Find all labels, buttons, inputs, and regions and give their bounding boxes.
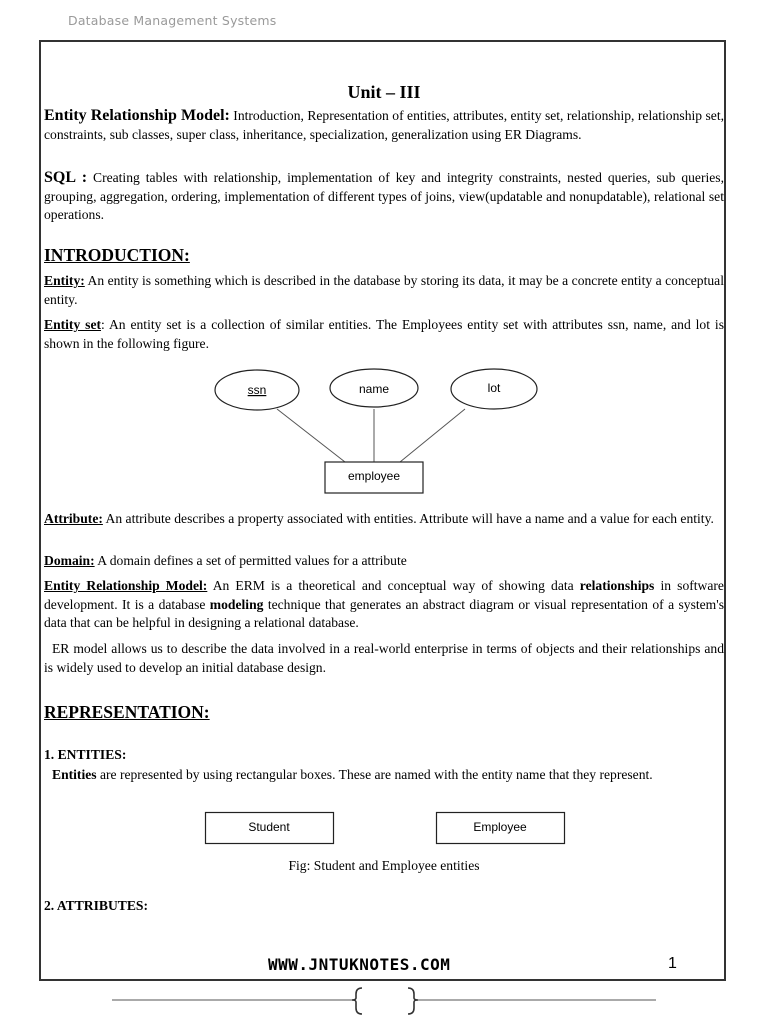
attribute-term: Attribute: [44,511,103,526]
introduction-heading-text: INTRODUCTION: [44,245,190,265]
er-syllabus-text: Introduction, Representation of entities, attributes, entity set, relationship, relationship set, constraints, sub classes, super class, inheritance, specialization, generalization using ER Diagrams. [44,108,724,142]
attr-ssn-label: ssn [247,383,267,397]
representation-heading [44,703,724,724]
syllabus-er [44,107,724,144]
erm-text-2: in software development. It is a database [44,578,724,612]
representation-heading-text: REPRESENTATION: [44,702,210,722]
entities-text: are represented by using rectangular boxes. These are named with the entity name that they represent. [96,767,653,782]
unit-title: Unit – III [347,82,421,102]
running-head: Database Management Systems [68,13,277,28]
syllabus-sql [44,169,724,225]
footer-ornament [0,984,768,1020]
student-entity-label: Student [248,820,290,834]
entity-definition [44,272,724,309]
attr-name-label: name [358,382,390,396]
employee-entity-label: Employee [473,820,527,834]
erm-text-1: An ERM is a theoretical and conceptual way of showing data [207,578,580,593]
attributes-heading: 2. ATTRIBUTES: [44,898,148,913]
erm-definition [44,577,724,633]
attribute-definition [44,510,724,529]
erm-text-3: technique that generates an abstract diagram or visual representation of a system's data that can be helpful in designing a relational database. [44,596,724,630]
entityset-text: : An entity set is a collection of similar entities. The Employees entity set with attributes ssn, name, and lot is shown in the following figure. [44,317,724,351]
figure-caption: Fig: Student and Employee entities [288,858,480,873]
attr-lot-label: lot [487,381,501,395]
student-employee-figure [200,808,570,850]
er-model-paragraph: ER model allows us to describe the data involved in a real-world enterprise in terms of objects and their relationships and is widely used to develop an initial database design. [44,641,724,675]
entity-term: Entity: [44,273,85,288]
erm-bold-relationships: relationships [579,578,655,593]
attribute-text: An attribute describes a property associated with entities. Attribute will have a name and a value for each entity. [102,511,714,526]
entity-text: An entity is something which is described in the database by storing its data, it may be a concrete entity a conceptual entity. [44,273,724,307]
domain-definition [44,552,724,571]
employee-er-diagram [200,364,550,499]
er-lead: Entity Relationship Model: [44,107,230,124]
entityset-term: Entity set [44,317,102,332]
erm-bold-modeling: modeling [209,596,264,612]
page-number: 1 [668,955,677,972]
sql-syllabus-text: Creating tables with relationship, implementation of key and integrity constraints, nested queries, sub queries, grouping, aggregation, ordering, implementation of different types of joins, view(updatable and nonupdatable), relational set operations. [44,170,724,222]
entities-bold: Entities [52,767,97,782]
footer-website: WWW.JNTUKNOTES.COM [268,955,451,974]
sql-lead: SQL : [44,169,88,186]
introduction-heading [44,246,724,267]
entities-paragraph [44,766,724,785]
erm-term: Entity Relationship Model: [44,578,208,593]
entity-employee-label: employee [347,469,401,483]
domain-term: Domain: [44,553,95,568]
entityset-definition [44,316,724,353]
domain-text: A domain defines a set of permitted values for a attribute [94,553,407,568]
entities-heading: 1. ENTITIES: [44,747,127,762]
